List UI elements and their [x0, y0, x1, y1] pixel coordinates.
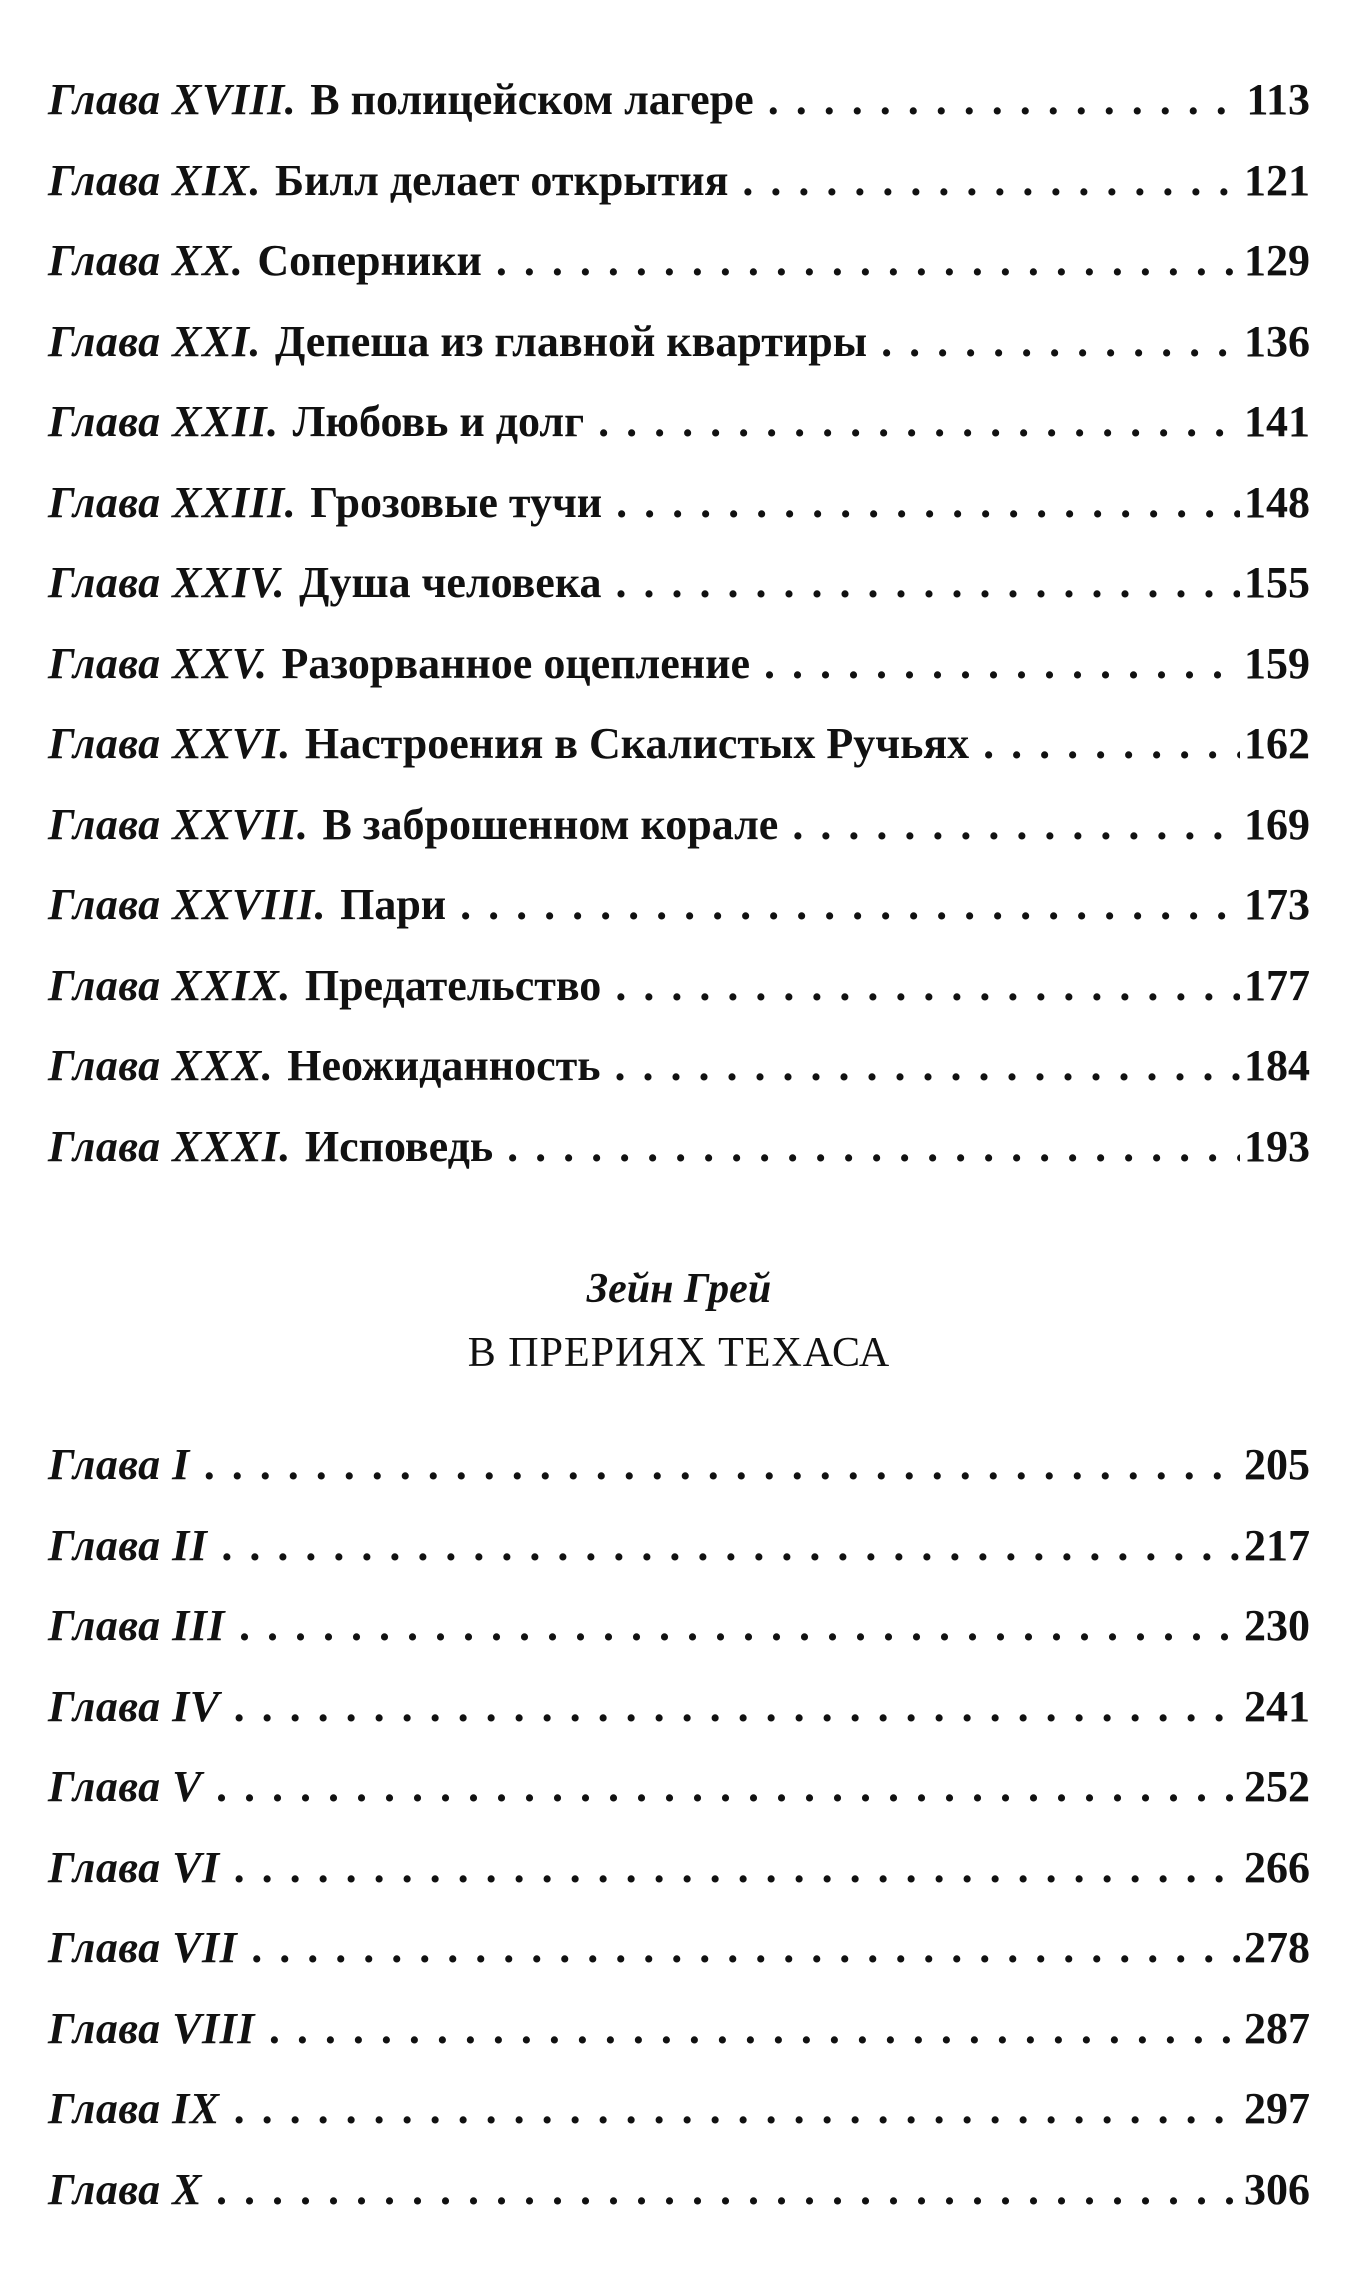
leader-dots — [496, 221, 1240, 302]
chapter-number: Глава XXVI. — [48, 719, 291, 768]
table-of-contents — [48, 60, 1310, 2230]
chapter-number: Глава I — [48, 1440, 190, 1489]
chapter-number: Глава XXV. — [48, 638, 268, 688]
chapter-title: Разорванное оцепление — [281, 638, 750, 688]
page-number: 287 — [1244, 2003, 1310, 2053]
chapter-title: Предательство — [304, 960, 602, 1010]
toc-row — [48, 1425, 1310, 1506]
leader-dots — [234, 1667, 1240, 1748]
chapter-number: Глава XXVIII. — [48, 880, 327, 929]
leader-dots — [216, 1747, 1240, 1828]
toc-row — [48, 785, 1310, 866]
page-number: 129 — [1244, 236, 1310, 285]
chapter-number: Глава X — [48, 2164, 203, 2214]
chapter-number: Глава XXXI. — [48, 1121, 291, 1171]
chapter-title: Любовь и долг — [292, 397, 585, 446]
chapter-title: Депеша из главной квартиры — [275, 316, 868, 366]
chapter-number: Глава XXIII. — [48, 477, 297, 527]
leader-dots — [460, 865, 1240, 946]
page-number: 162 — [1244, 719, 1310, 768]
page-number: 205 — [1244, 1440, 1310, 1489]
page-number: 252 — [1244, 1762, 1310, 1811]
page-number: 184 — [1244, 1041, 1310, 1090]
leader-dots — [881, 302, 1240, 383]
leader-dots — [742, 141, 1240, 222]
toc-row — [48, 1667, 1310, 1748]
toc-row — [48, 302, 1310, 383]
chapter-number: Глава XXII. — [48, 397, 279, 446]
page-number: 297 — [1244, 2084, 1310, 2133]
page-number: 136 — [1244, 316, 1310, 366]
page-number: 121 — [1244, 155, 1310, 205]
page-number: 113 — [1246, 75, 1310, 124]
chapter-title: Исповедь — [304, 1121, 494, 1171]
leader-dots — [983, 704, 1240, 785]
leader-dots — [615, 1026, 1240, 1107]
toc-row — [48, 60, 1310, 141]
leader-dots — [616, 463, 1240, 544]
toc-row — [48, 2069, 1310, 2150]
chapter-title: Настроения в Скалистых Ручьях — [304, 719, 970, 768]
chapter-number: Глава VIII — [48, 2003, 255, 2053]
toc-row — [48, 141, 1310, 222]
chapter-number: Глава II — [48, 1520, 208, 1570]
toc-row — [48, 1506, 1310, 1587]
toc-row — [48, 1026, 1310, 1107]
chapter-title: В заброшенном корале — [322, 799, 779, 849]
page-number: 241 — [1244, 1681, 1310, 1731]
chapter-number: Глава III — [48, 1601, 226, 1650]
chapter-title: Неожиданность — [287, 1041, 601, 1090]
page-number: 169 — [1244, 799, 1310, 849]
leader-dots — [768, 60, 1243, 141]
leader-dots — [507, 1107, 1240, 1188]
chapter-number: Глава XX. — [48, 236, 244, 285]
chapter-number: Глава IV — [48, 1681, 220, 1731]
leader-dots — [615, 946, 1240, 1027]
toc-row — [48, 704, 1310, 785]
toc-row — [48, 1989, 1310, 2070]
chapter-number: Глава XXIX. — [48, 960, 291, 1010]
leader-dots — [234, 1828, 1240, 1909]
leader-dots — [792, 785, 1240, 866]
toc-row — [48, 1747, 1310, 1828]
toc-row — [48, 382, 1310, 463]
chapter-number: Глава VI — [48, 1842, 220, 1892]
toc-row — [48, 624, 1310, 705]
chapter-number: Глава V — [48, 1762, 203, 1811]
leader-dots — [204, 1425, 1240, 1506]
page-number: 217 — [1244, 1520, 1310, 1570]
page-number: 159 — [1244, 638, 1310, 688]
page-number: 173 — [1244, 880, 1310, 929]
author-name: Зейн Грей — [586, 1266, 772, 1312]
leader-dots — [234, 2069, 1240, 2150]
toc-row — [48, 946, 1310, 1027]
leader-dots — [598, 382, 1240, 463]
page-number: 306 — [1244, 2164, 1310, 2214]
chapter-title: В полицейском лагере — [310, 75, 754, 124]
page-number: 230 — [1244, 1601, 1310, 1650]
leader-dots — [239, 1586, 1240, 1667]
page-number: 148 — [1244, 477, 1310, 527]
chapter-number: Глава XXX. — [48, 1041, 274, 1090]
leader-dots — [251, 1908, 1240, 1989]
book-title: В ПРЕРИЯХ ТЕХАСА — [467, 1330, 891, 1376]
toc-row — [48, 221, 1310, 302]
chapter-number: Глава XIX. — [48, 155, 261, 205]
toc-row — [48, 1586, 1310, 1667]
chapter-title: Соперники — [257, 236, 482, 285]
toc-row — [48, 1828, 1310, 1909]
leader-dots — [616, 543, 1241, 624]
toc-row — [48, 463, 1310, 544]
chapter-title: Билл делает открытия — [275, 155, 729, 205]
leader-dots — [221, 1506, 1240, 1587]
chapter-number: Глава XVIII. — [48, 75, 297, 124]
page-number: 155 — [1244, 558, 1310, 607]
toc-row — [48, 2150, 1310, 2231]
page-number: 278 — [1244, 1923, 1310, 1972]
leader-dots — [216, 2150, 1240, 2231]
toc-list-part2 — [48, 1425, 1310, 2230]
leader-dots — [269, 1989, 1240, 2070]
chapter-number: Глава XXI. — [48, 316, 261, 366]
chapter-number: Глава XXIV. — [48, 558, 286, 607]
chapter-title: Грозовые тучи — [310, 477, 603, 527]
toc-row — [48, 1107, 1310, 1188]
chapter-number: Глава IX — [48, 2084, 220, 2133]
toc-row — [48, 1908, 1310, 1989]
chapter-number: Глава VII — [48, 1923, 238, 1972]
leader-dots — [764, 624, 1240, 705]
chapter-title: Пари — [340, 880, 447, 929]
section-header — [48, 1257, 1310, 1385]
page-number: 177 — [1244, 960, 1310, 1010]
toc-row — [48, 865, 1310, 946]
toc-row — [48, 543, 1310, 624]
page-number: 141 — [1244, 397, 1310, 446]
chapter-title: Душа человека — [299, 558, 602, 607]
page-number: 193 — [1244, 1121, 1310, 1171]
page-number: 266 — [1244, 1842, 1310, 1892]
toc-list-part1 — [48, 60, 1310, 1187]
chapter-number: Глава XXVII. — [48, 799, 309, 849]
